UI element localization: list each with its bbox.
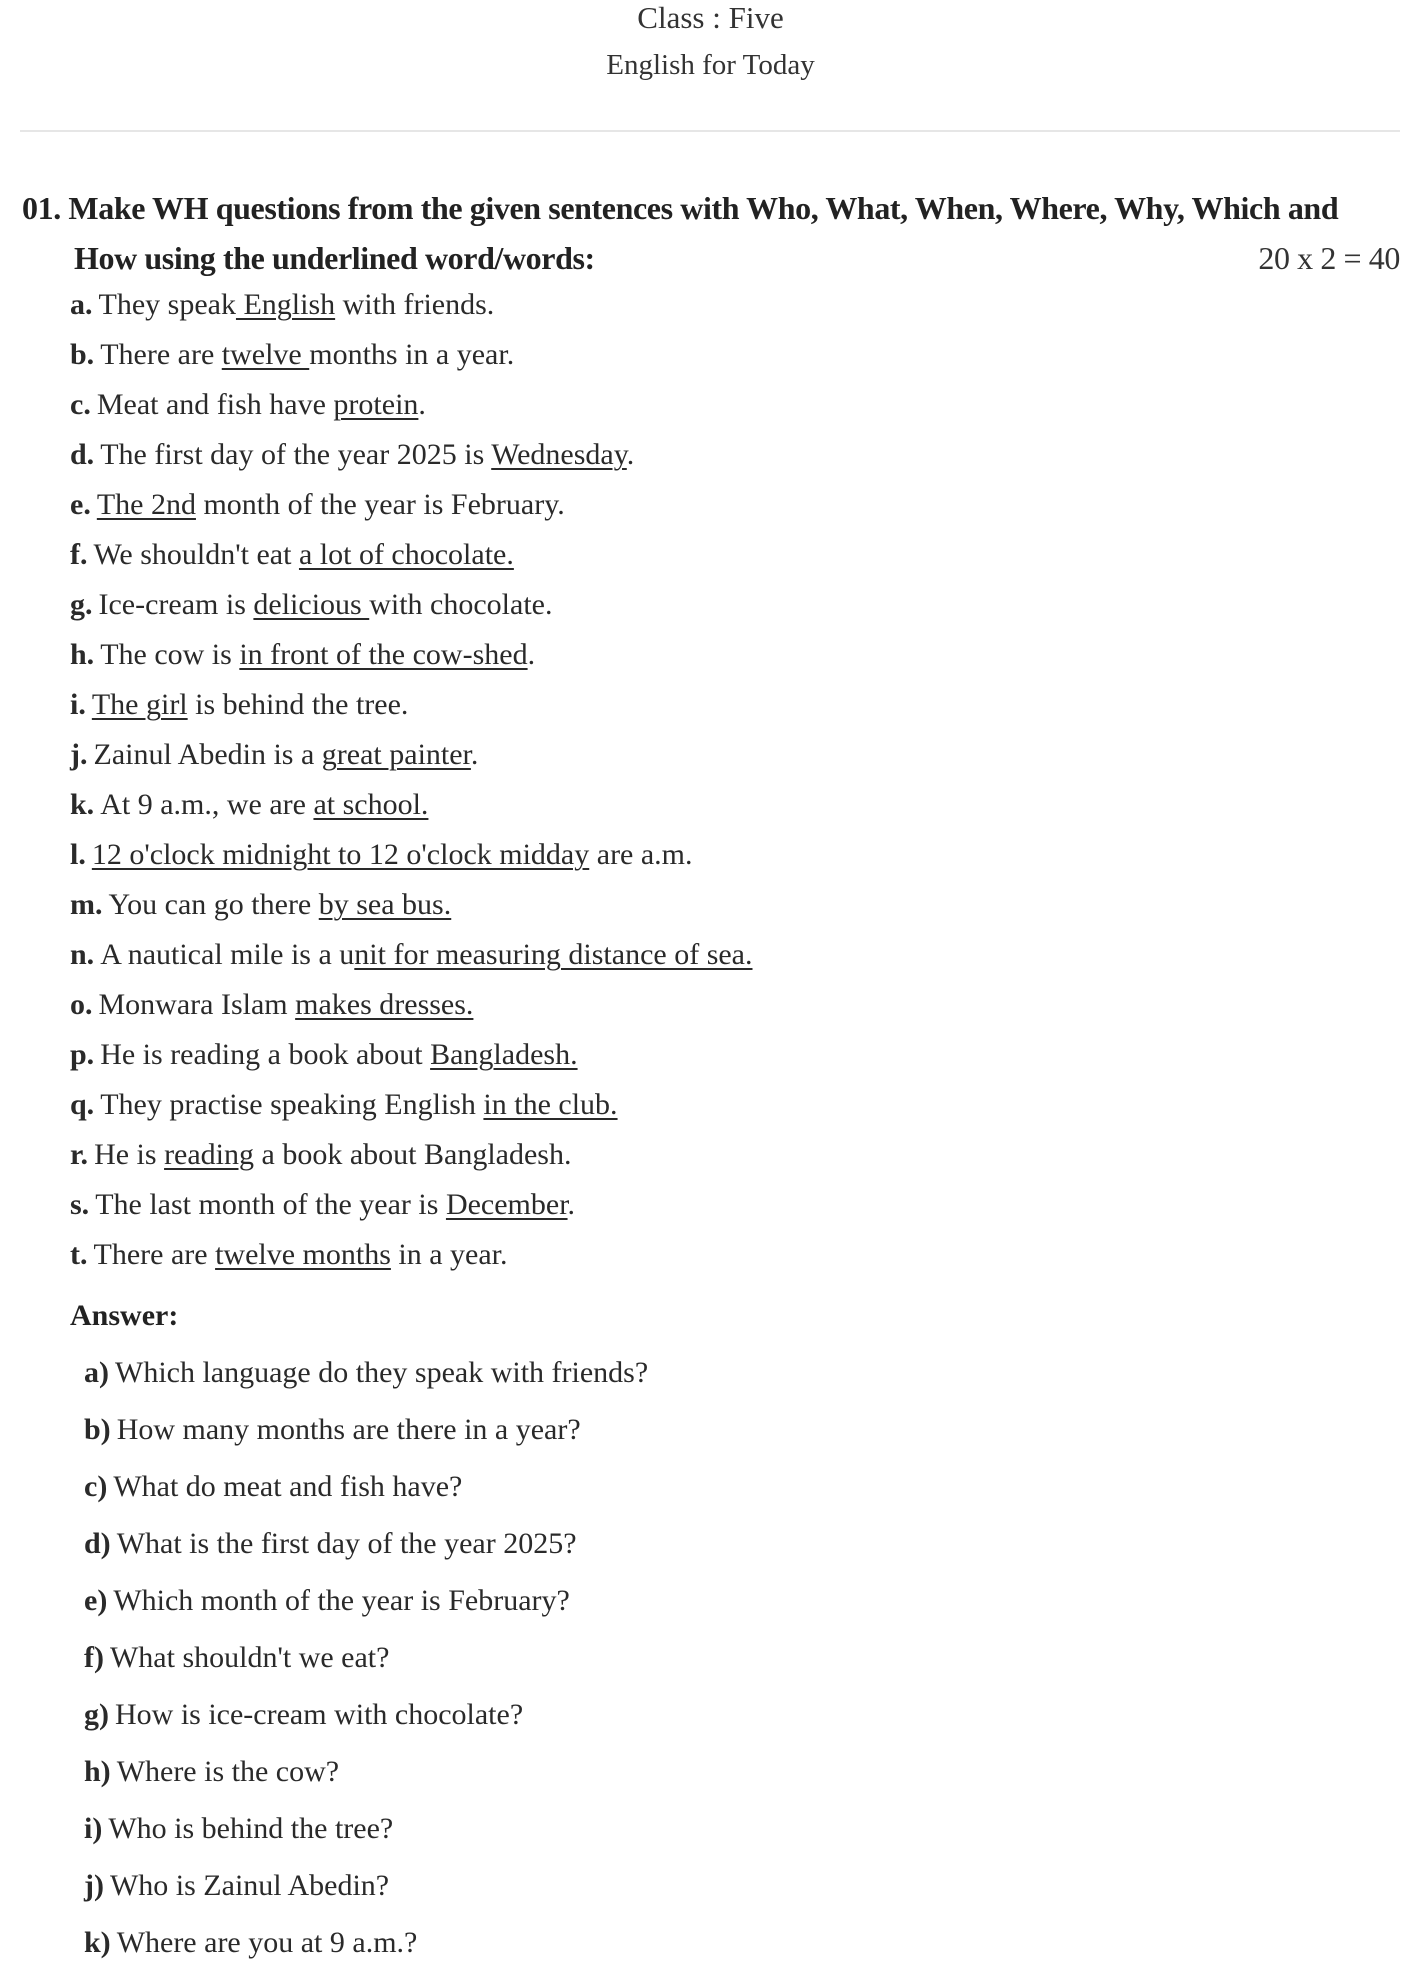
sentence-text: a book about Bangladesh. bbox=[254, 1138, 572, 1171]
underlined-text: nit for measuring distance of sea. bbox=[354, 938, 753, 971]
sentence-item bbox=[70, 280, 753, 330]
sentence-text: Meat and fish have bbox=[96, 388, 334, 421]
sentence-label: f. bbox=[70, 538, 88, 571]
answer-heading: Answer: bbox=[70, 1299, 179, 1332]
sentence-text: . bbox=[418, 388, 426, 421]
answer-item bbox=[84, 1800, 648, 1857]
sentence-text: . bbox=[567, 1188, 576, 1221]
sentence-list bbox=[70, 280, 753, 1280]
question-heading bbox=[22, 183, 1400, 283]
underlined-text: a lot of chocolate. bbox=[298, 538, 514, 571]
sentence-label: j. bbox=[70, 738, 88, 771]
sentence-text: Monwara Islam bbox=[98, 988, 296, 1021]
sentence-label: h. bbox=[70, 638, 95, 671]
sentence-text: There are bbox=[100, 338, 222, 371]
underlined-text: 12 o'clock midnight to 12 o'clock midday bbox=[91, 838, 590, 871]
underlined-text: twelve months bbox=[215, 1238, 391, 1271]
answer-text: Which language do they speak with friends? bbox=[115, 1356, 649, 1389]
answer-text: What do meat and fish have? bbox=[113, 1470, 463, 1503]
sentence-item bbox=[70, 780, 753, 830]
underlined-text: at school. bbox=[313, 788, 429, 821]
sentence-text: are a.m. bbox=[589, 838, 693, 871]
sentence-text: with chocolate. bbox=[369, 588, 553, 621]
underlined-text: The 2nd bbox=[96, 488, 196, 521]
answer-label: g) bbox=[84, 1698, 109, 1731]
sentence-item bbox=[70, 680, 753, 730]
question-marks: 20 x 2 = 40 bbox=[1258, 240, 1400, 276]
sentence-text: . bbox=[527, 638, 536, 671]
sentence-text: They speak bbox=[98, 288, 236, 321]
underlined-text: in front of the cow-shed bbox=[239, 638, 528, 671]
underlined-text: reading bbox=[164, 1138, 255, 1171]
underlined-text: great painter bbox=[321, 738, 471, 771]
answer-label: e) bbox=[84, 1584, 108, 1617]
sentence-text: He is reading a book about bbox=[100, 1038, 431, 1071]
sentence-label: i. bbox=[70, 688, 86, 721]
sentence-label: s. bbox=[70, 1188, 90, 1221]
sentence-item bbox=[70, 380, 753, 430]
question-instruction-line1 bbox=[22, 183, 1400, 233]
sentence-text: Ice-cream is bbox=[98, 588, 254, 621]
underlined-text: twelve bbox=[221, 338, 310, 371]
underlined-text: protein bbox=[333, 388, 419, 421]
sentence-item bbox=[70, 980, 753, 1030]
sentence-text: . bbox=[470, 738, 479, 771]
underlined-text: delicious bbox=[253, 588, 370, 621]
sentence-text: He is bbox=[94, 1138, 165, 1171]
answer-text: Which month of the year is February? bbox=[113, 1584, 570, 1617]
sentence-text: There are bbox=[93, 1238, 216, 1271]
answer-item bbox=[84, 1686, 648, 1743]
question-instruction-text: Make WH questions from the given sentences with Who, What, When, Where, Why, Which and bbox=[68, 190, 1339, 226]
class-title: Class : Five bbox=[637, 0, 784, 35]
answer-text: How many months are there in a year? bbox=[116, 1413, 581, 1446]
answer-label: j) bbox=[84, 1869, 104, 1902]
header-divider bbox=[20, 130, 1400, 132]
sentence-text: You can go there bbox=[108, 888, 319, 921]
sentence-text: The cow is bbox=[100, 638, 240, 671]
sentence-label: l. bbox=[70, 838, 86, 871]
answer-text: Where is the cow? bbox=[116, 1755, 340, 1788]
answer-label: i) bbox=[84, 1812, 103, 1845]
sentence-label: q. bbox=[70, 1088, 95, 1121]
answer-label: f) bbox=[84, 1641, 104, 1674]
answer-item bbox=[84, 1629, 648, 1686]
answer-item bbox=[84, 1914, 648, 1971]
sentence-text: in a year. bbox=[390, 1238, 508, 1271]
book-title: English for Today bbox=[606, 49, 815, 81]
sentence-label: m. bbox=[70, 888, 103, 921]
sentence-label: b. bbox=[70, 338, 95, 371]
sentence-label: d. bbox=[70, 438, 95, 471]
sentence-item bbox=[70, 430, 753, 480]
sentence-text: . bbox=[626, 438, 635, 471]
sentence-label: t. bbox=[70, 1238, 88, 1271]
sentence-label: a. bbox=[70, 288, 93, 321]
answer-item bbox=[84, 1458, 648, 1515]
answer-label: c) bbox=[84, 1470, 108, 1503]
answer-item bbox=[84, 1344, 648, 1401]
sentence-text: We shouldn't eat bbox=[93, 538, 299, 571]
sentence-text: with friends. bbox=[335, 288, 495, 321]
answer-item bbox=[84, 1743, 648, 1800]
sentence-label: k. bbox=[70, 788, 95, 821]
question-number: 01. bbox=[22, 190, 61, 226]
sentence-label: n. bbox=[70, 938, 95, 971]
answer-list bbox=[84, 1344, 648, 1971]
underlined-text: makes dresses. bbox=[295, 988, 474, 1021]
underlined-text: in the club. bbox=[483, 1088, 618, 1121]
sentence-label: c. bbox=[70, 388, 91, 421]
sentence-label: g. bbox=[70, 588, 93, 621]
sentence-item bbox=[70, 1030, 753, 1080]
question-instruction-line2 bbox=[22, 233, 1400, 283]
answer-item bbox=[84, 1857, 648, 1914]
sentence-item bbox=[70, 880, 753, 930]
sentence-text: months in a year. bbox=[309, 338, 515, 371]
sentence-item bbox=[70, 330, 753, 380]
sentence-text: The first day of the year 2025 is bbox=[100, 438, 492, 471]
sentence-item bbox=[70, 1180, 753, 1230]
answer-item bbox=[84, 1515, 648, 1572]
sentence-text: A nautical mile is a u bbox=[100, 938, 355, 971]
sentence-item bbox=[70, 830, 753, 880]
sentence-item bbox=[70, 930, 753, 980]
underlined-text: Wednesday bbox=[491, 438, 627, 471]
answer-text: What is the first day of the year 2025? bbox=[116, 1527, 577, 1560]
sentence-text: They practise speaking English bbox=[100, 1088, 484, 1121]
underlined-text: The girl bbox=[91, 688, 188, 721]
sentence-label: e. bbox=[70, 488, 91, 521]
answer-label: h) bbox=[84, 1755, 111, 1788]
underlined-text: by sea bus. bbox=[318, 888, 452, 921]
answer-label: b) bbox=[84, 1413, 111, 1446]
answer-item bbox=[84, 1401, 648, 1458]
sentence-item bbox=[70, 530, 753, 580]
answer-text: Who is Zainul Abedin? bbox=[109, 1869, 390, 1902]
sentence-label: o. bbox=[70, 988, 93, 1021]
underlined-text: Bangladesh. bbox=[430, 1038, 578, 1071]
answer-text: How is ice-cream with chocolate? bbox=[115, 1698, 524, 1731]
sentence-item bbox=[70, 1080, 753, 1130]
underlined-text: English bbox=[235, 288, 336, 321]
sentence-item bbox=[70, 630, 753, 680]
answer-item bbox=[84, 1572, 648, 1629]
sentence-item bbox=[70, 1130, 753, 1180]
answer-text: What shouldn't we eat? bbox=[109, 1641, 390, 1674]
answer-text: Who is behind the tree? bbox=[108, 1812, 394, 1845]
sentence-text: Zainul Abedin is a bbox=[93, 738, 322, 771]
sentence-label: p. bbox=[70, 1038, 95, 1071]
sentence-item bbox=[70, 580, 753, 630]
sentence-text: month of the year is February. bbox=[195, 488, 565, 521]
question-instruction-text-2: How using the underlined word/words: bbox=[74, 240, 595, 276]
answer-label: a) bbox=[84, 1356, 109, 1389]
sentence-item bbox=[70, 730, 753, 780]
answer-label: d) bbox=[84, 1527, 111, 1560]
answer-text: Where are you at 9 a.m.? bbox=[116, 1926, 418, 1959]
sentence-item bbox=[70, 1230, 753, 1280]
sentence-item bbox=[70, 480, 753, 530]
sentence-label: r. bbox=[70, 1138, 89, 1171]
sentence-text: The last month of the year is bbox=[95, 1188, 446, 1221]
underlined-text: December bbox=[445, 1188, 568, 1221]
sentence-text: At 9 a.m., we are bbox=[100, 788, 314, 821]
sentence-text: is behind the tree. bbox=[187, 688, 409, 721]
answer-label: k) bbox=[84, 1926, 111, 1959]
